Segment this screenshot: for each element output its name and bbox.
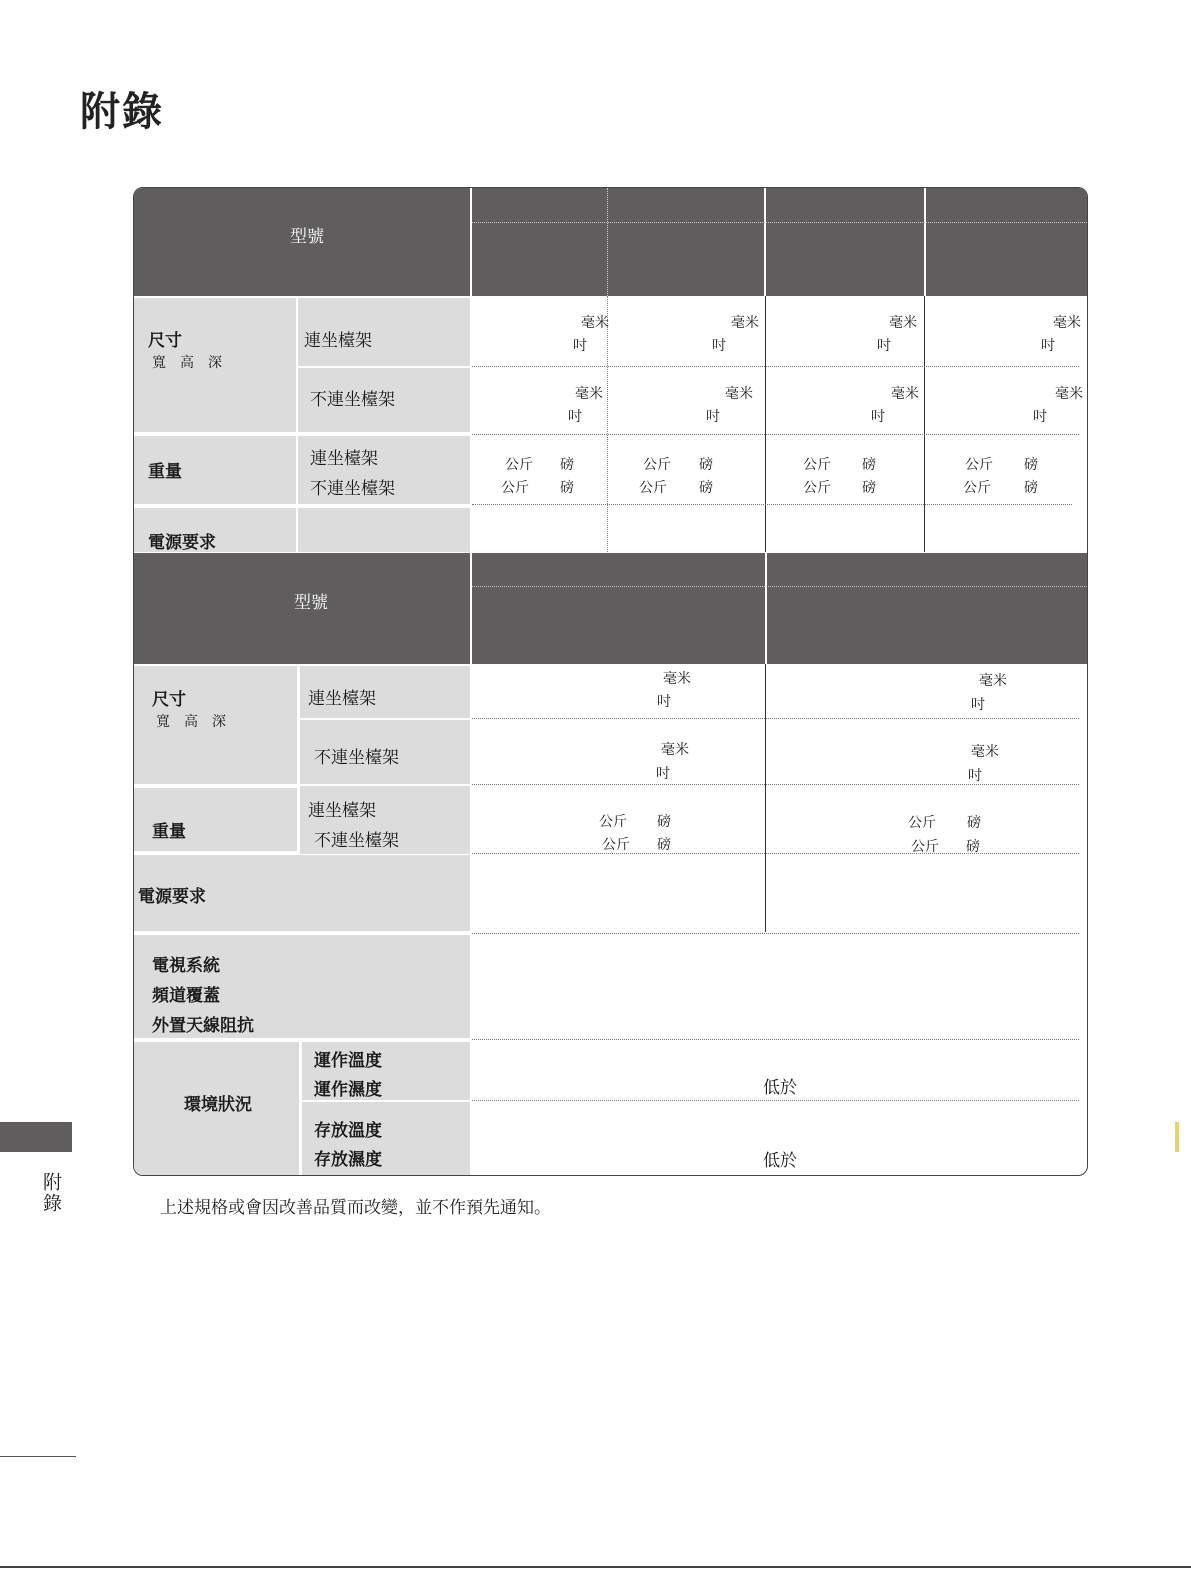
unit-kg: 公斤: [803, 457, 831, 473]
unit-lb: 磅: [862, 457, 876, 473]
unit-kg: 公斤: [602, 837, 630, 853]
unit-inch: 吋: [877, 338, 891, 354]
unit-mm: 毫米: [663, 671, 691, 687]
table1-row-rule: [472, 504, 1072, 505]
table1-power-sub-cell: [298, 508, 470, 552]
table2-header-rule: [472, 586, 1088, 587]
unit-kg: 公斤: [911, 839, 939, 855]
table2-dimensions-label: 尺寸: [152, 690, 186, 710]
table1-header-sep: [924, 188, 926, 296]
table2-op-humidity-label: 運作濕度: [314, 1080, 382, 1100]
table1-header-sep: [470, 188, 472, 296]
unit-mm: 毫米: [971, 744, 999, 760]
side-tab: [0, 1122, 72, 1152]
unit-mm: 毫米: [731, 315, 759, 331]
table2-model-label: 型號: [294, 593, 328, 613]
table2-tv-system-label: 電視系統: [152, 956, 220, 976]
table2-row-rule: [472, 933, 1079, 934]
unit-kg: 公斤: [599, 814, 627, 830]
table1-weight-with-stand: 連坐檯架: [310, 449, 378, 469]
unit-inch: 吋: [706, 409, 720, 425]
table1-without-stand-label: 不連坐檯架: [310, 390, 395, 410]
table1-with-stand-label: 連坐檯架: [304, 331, 372, 351]
unit-inch: 吋: [871, 409, 885, 425]
table2-weight-without-stand: 不連坐檯架: [314, 831, 399, 851]
table2-col-sep: [765, 664, 766, 932]
footnote: 上述規格或會因改善品質而改變，並不作預先通知。: [160, 1198, 551, 1218]
unit-lb: 磅: [966, 839, 980, 855]
unit-inch: 吋: [657, 694, 671, 710]
unit-mm: 毫米: [979, 673, 1007, 689]
unit-mm: 毫米: [1055, 386, 1083, 402]
unit-kg: 公斤: [639, 480, 667, 496]
op-humidity-value: 低於: [763, 1078, 797, 1098]
unit-kg: 公斤: [965, 457, 993, 473]
unit-mm: 毫米: [661, 742, 689, 758]
table1-dimensions-label: 尺寸: [148, 331, 182, 351]
table2-power-label: 電源要求: [138, 887, 206, 907]
unit-mm: 毫米: [575, 386, 603, 402]
table1-header-sep: [607, 188, 608, 296]
unit-inch: 吋: [568, 409, 582, 425]
unit-inch: 吋: [573, 338, 587, 354]
unit-kg: 公斤: [505, 457, 533, 473]
table2-antenna-label: 外置天線阻抗: [152, 1016, 254, 1036]
unit-mm: 毫米: [725, 386, 753, 402]
unit-kg: 公斤: [908, 815, 936, 831]
table1-power-label: 電源要求: [148, 533, 216, 553]
table1-model-label: 型號: [290, 227, 324, 247]
unit-inch: 吋: [712, 338, 726, 354]
unit-lb: 磅: [560, 480, 574, 496]
table2-environment-label: 環境狀況: [184, 1095, 252, 1115]
unit-kg: 公斤: [963, 480, 991, 496]
table2-row-rule: [472, 1039, 1079, 1040]
page-title: 附錄: [80, 89, 164, 135]
unit-lb: 磅: [657, 837, 671, 853]
unit-lb: 磅: [657, 814, 671, 830]
unit-kg: 公斤: [643, 457, 671, 473]
unit-lb: 磅: [967, 815, 981, 831]
table2-header: [134, 553, 1088, 664]
table2-weight-label: 重量: [152, 822, 186, 842]
unit-inch: 吋: [1041, 338, 1055, 354]
unit-lb: 磅: [862, 480, 876, 496]
unit-inch: 吋: [968, 768, 982, 784]
table2-channel-label: 頻道覆蓋: [152, 986, 220, 1006]
unit-lb: 磅: [560, 457, 574, 473]
unit-lb: 磅: [699, 480, 713, 496]
side-tab-label: 附錄: [40, 1172, 62, 1214]
unit-lb: 磅: [1024, 457, 1038, 473]
unit-mm: 毫米: [891, 386, 919, 402]
table2-with-stand-label: 連坐檯架: [308, 689, 376, 709]
table2-row-rule: [472, 1100, 1079, 1101]
table2-weight-with-stand: 連坐檯架: [308, 801, 376, 821]
table1-row-rule: [472, 434, 1079, 435]
unit-inch: 吋: [1033, 409, 1047, 425]
bottom-rule: [0, 1566, 1191, 1568]
table1-header-sep: [764, 188, 766, 296]
table2-without-stand-label: 不連坐檯架: [314, 748, 399, 768]
edge-mark: [1175, 1122, 1179, 1152]
table1-col-sep: [765, 296, 766, 552]
table2-store-humidity-label: 存放濕度: [314, 1150, 382, 1170]
table1-header: [134, 188, 1088, 296]
table2-row-rule: [472, 853, 1079, 854]
store-humidity-value: 低於: [763, 1151, 797, 1171]
table2-dimensions-sub: 寬 高 深: [156, 714, 226, 730]
table2-row-rule: [472, 718, 1079, 719]
table2-header-sep: [765, 553, 767, 664]
unit-mm: 毫米: [581, 315, 609, 331]
side-rule: [0, 1456, 76, 1457]
unit-lb: 磅: [699, 457, 713, 473]
unit-kg: 公斤: [803, 480, 831, 496]
table1-weight-without-stand: 不連坐檯架: [310, 479, 395, 499]
unit-mm: 毫米: [889, 315, 917, 331]
table1-weight-label: 重量: [148, 462, 182, 482]
unit-mm: 毫米: [1053, 315, 1081, 331]
unit-inch: 吋: [971, 697, 985, 713]
table2-row-rule: [472, 784, 1079, 785]
table1-header-rule: [472, 222, 1088, 223]
table2-op-temp-label: 運作溫度: [314, 1051, 382, 1071]
table1-row-rule: [472, 366, 1079, 367]
table1-dimensions-sub: 寬 高 深: [152, 355, 222, 371]
table2-store-temp-label: 存放溫度: [314, 1121, 382, 1141]
spec-table: [133, 187, 1088, 1176]
table1-col-sep: [924, 296, 925, 552]
unit-inch: 吋: [656, 766, 670, 782]
unit-lb: 磅: [1024, 480, 1038, 496]
table1-col-sep: [607, 296, 608, 552]
table2-header-sep: [470, 553, 472, 664]
unit-kg: 公斤: [501, 480, 529, 496]
